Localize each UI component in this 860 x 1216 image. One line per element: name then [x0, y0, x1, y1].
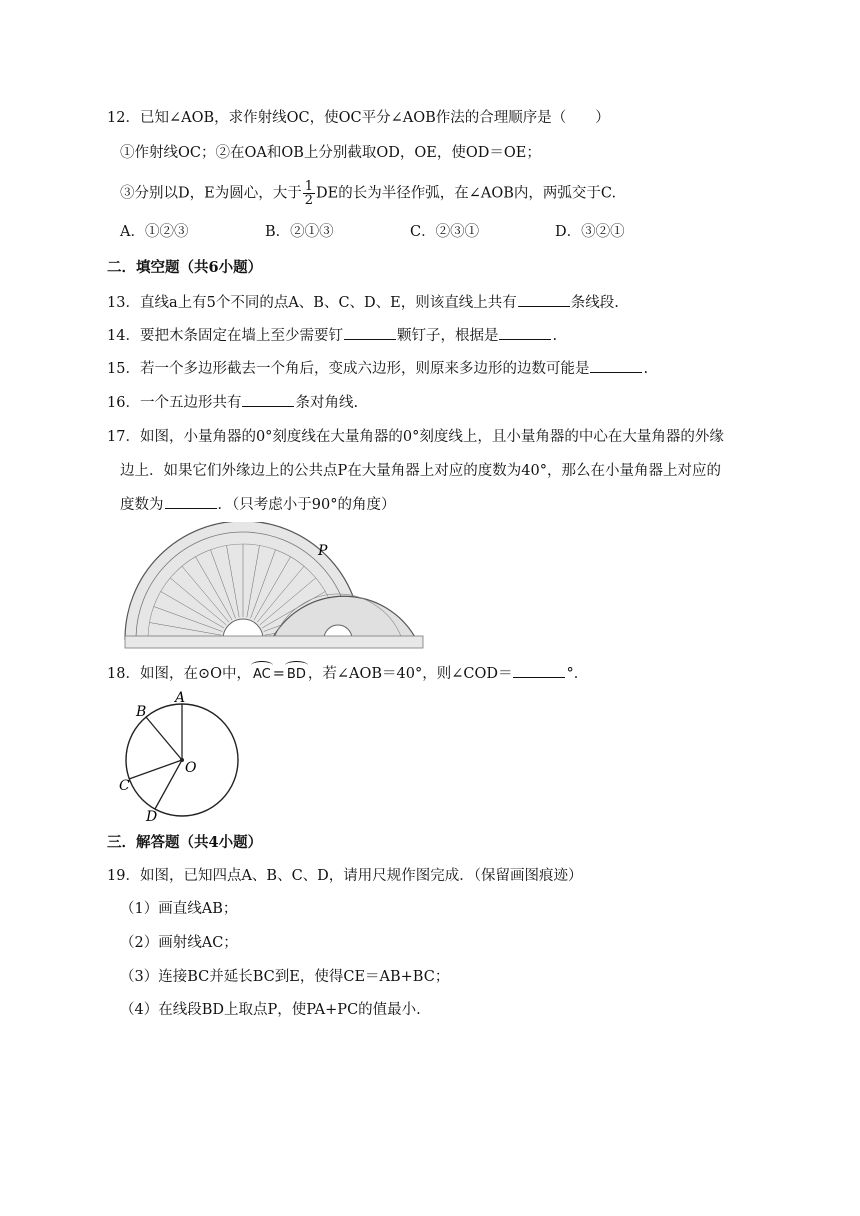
label-b: B: [136, 704, 147, 720]
answer-blank: [590, 358, 642, 373]
answer-blank: [513, 663, 565, 678]
protractor-base: [125, 636, 423, 648]
q17-line2: 边上．如果它们外缘边上的公共点P在大量角器上对应的度数为40°，那么在小量角器上对应的: [120, 463, 721, 479]
q12-stem: 12．已知∠AOB，求作射线OC，使OC平分∠AOB作法的合理顺序是（ ）: [107, 110, 610, 126]
q12-step3-a: ③分别以D，E为圆心，大于: [120, 185, 302, 202]
label-d: D: [146, 809, 158, 822]
label-c: C: [119, 778, 130, 794]
radius-od: [155, 760, 182, 809]
fraction: $\frac{1}{2}$: [304, 179, 313, 208]
q19-stem: 19．如图，已知四点A、B、C、D，请用尺规作图完成．（保留画图痕迹）: [107, 868, 583, 884]
answer-blank: [242, 392, 294, 407]
section-3-heading: 三．解答题（共4小题）: [107, 834, 263, 851]
radius-oc: [129, 760, 182, 779]
label-a: A: [175, 690, 186, 706]
q19-item-4: （4）在线段BD上取点P，使PA+PC的值最小.: [120, 1002, 421, 1018]
answer-blank: [518, 292, 570, 307]
q19-item-3: （3）连接BC并延长BC到E，使得CE＝AB+BC；: [120, 969, 450, 985]
center-dot: [180, 758, 184, 762]
q12-step3: [120, 180, 616, 207]
radius-ob: [146, 717, 182, 760]
q17-line1: 17．如图，小量角器的0°刻度线在大量角器的0°刻度线上，且小量角器的中心在大量角器的外缘: [107, 429, 724, 445]
q13: 13．直线a上有5个不同的点A、B、C、D、E，则该直线上共有 条线段.: [107, 292, 619, 313]
q12-step3-b: DE的长为半径作弧，在∠AOB内，两弧交于C.: [316, 185, 617, 202]
option-b: B．②①③: [265, 224, 334, 240]
answer-blank: [344, 325, 396, 340]
q16: 16．一个五边形共有 条对角线.: [107, 392, 358, 413]
q15: 15．若一个多边形截去一个角后，变成六边形，则原来多边形的边数可能是 .: [107, 358, 648, 379]
option-a: A．①②③: [120, 224, 189, 240]
circle-figure: [112, 688, 242, 822]
q18: 18．如图，在⊙O中， AC = BD ，若∠AOB＝40°，则∠COD＝ °．: [107, 663, 588, 685]
arc-bd: BD: [285, 665, 308, 685]
q19-item-1: （1）画直线AB；: [120, 901, 238, 917]
answer-blank: [165, 494, 217, 509]
q19-item-2: （2）画射线AC；: [120, 935, 238, 951]
q17-line3: 度数为 ．（只考虑小于90°的角度）: [120, 494, 395, 515]
section-2-heading: 二．填空题（共6小题）: [107, 259, 263, 276]
q12-options: [120, 222, 700, 242]
option-c: C．②③①: [410, 224, 480, 240]
q12-step1: ①作射线OC；②在OA和OB上分别截取OD，OE，使OD＝OE；: [120, 145, 541, 161]
q14: 14．要把木条固定在墙上至少需要钉 颗钉子，根据是 .: [107, 325, 557, 346]
option-d: D．③②①: [555, 224, 625, 240]
label-o: O: [185, 760, 197, 776]
protractor-figure: [120, 522, 425, 650]
answer-blank: [499, 325, 551, 340]
point-p-label: P: [318, 543, 328, 559]
arc-ac: AC: [251, 665, 273, 685]
